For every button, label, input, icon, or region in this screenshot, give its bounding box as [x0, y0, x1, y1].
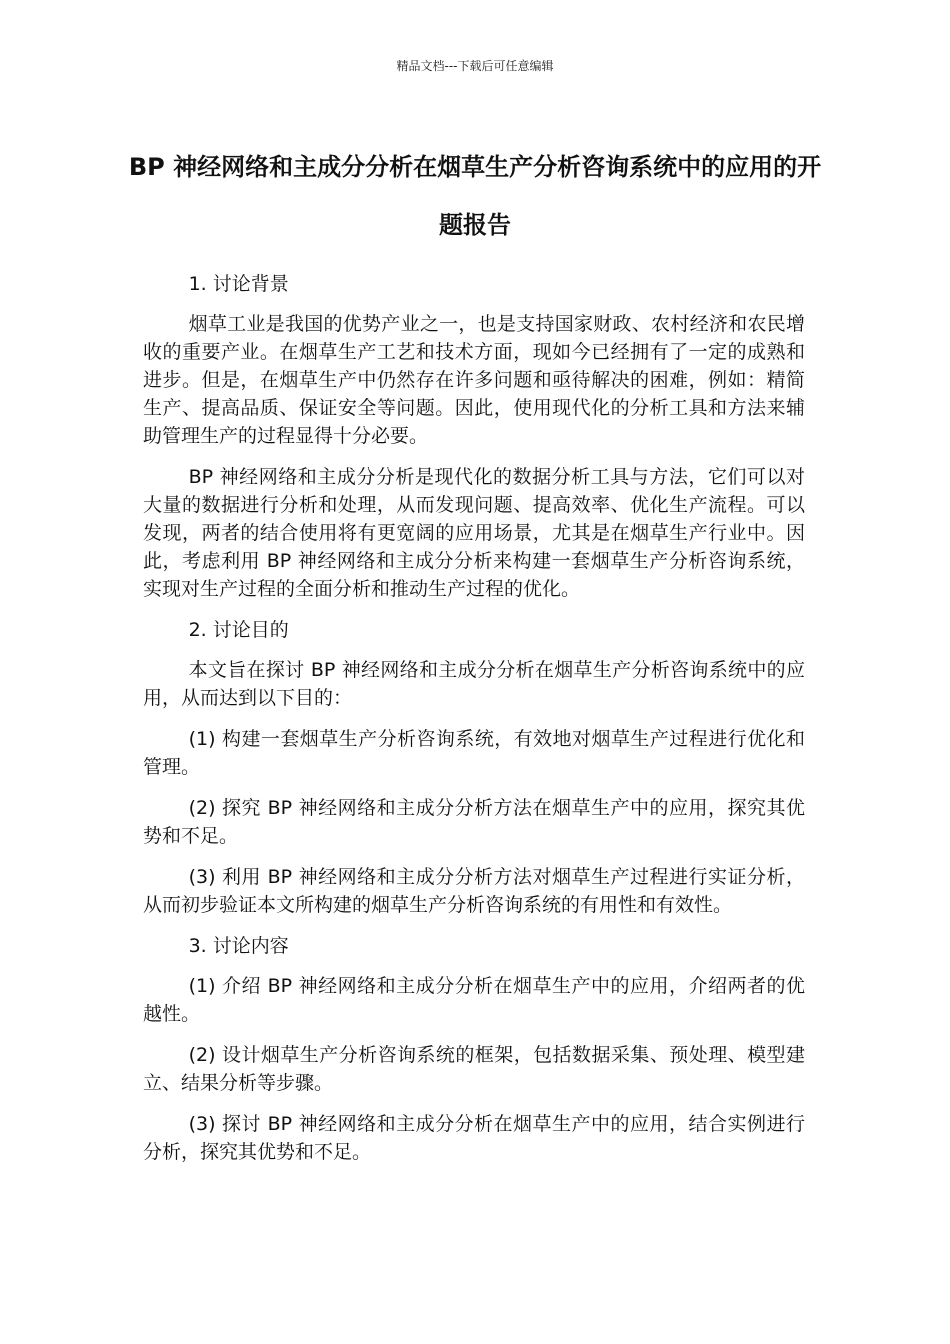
list-item: (1) 构建一套烟草生产分析咨询系统，有效地对烟草生产过程进行优化和管理。	[143, 728, 805, 778]
list-item: (2) 设计烟草生产分析咨询系统的框架，包括数据采集、预处理、模型建立、结果分析等步骤。	[143, 1044, 805, 1094]
paragraph: 本文旨在探讨 BP 神经网络和主成分分析在烟草生产分析咨询系统中的应用，从而达到以下目的：	[143, 659, 805, 709]
section-heading-purpose: 2. 讨论目的	[188, 619, 289, 641]
paragraph: 烟草工业是我国的优势产业之一，也是支持国家财政、农村经济和农民增收的重要产业。在烟草生产工艺和技术方面，现如今已经拥有了一定的成熟和进步。但是，在烟草生产中仍然存在许多问题和亟待解决的困难，例如：精简生产、提高品质、保证安全等问题。因此，使用现代化的分析工具和方法来辅助管理生产的过程显得十分必要。	[143, 313, 805, 447]
paragraph: BP 神经网络和主成分分析是现代化的数据分析工具与方法，它们可以对大量的数据进行分析和处理，从而发现问题、提高效率、优化生产流程。可以发现，两者的结合使用将有更宽阔的应用场景，尤其是在烟草生产行业中。因此，考虑利用 BP 神经网络和主成分分析来构建一套烟草生产分析咨询系统，实现对生产过程的全面分析和推动生产过程的优化。	[143, 466, 805, 600]
header-note: 精品文档---下载后可任意编辑	[396, 59, 554, 73]
section-heading-background: 1. 讨论背景	[188, 273, 289, 295]
list-item: (3) 利用 BP 神经网络和主成分分析方法对烟草生产过程进行实证分析，从而初步验证本文所构建的烟草生产分析咨询系统的有用性和有效性。	[143, 866, 805, 916]
document-body	[143, 270, 805, 1179]
section-heading-content: 3. 讨论内容	[188, 935, 289, 957]
list-item: (1) 介绍 BP 神经网络和主成分分析在烟草生产中的应用，介绍两者的优越性。	[143, 975, 805, 1025]
document-title: BP 神经网络和主成分分析在烟草生产分析咨询系统中的应用的开题报告	[128, 153, 822, 239]
list-item: (2) 探究 BP 神经网络和主成分分析方法在烟草生产中的应用，探究其优势和不足。	[143, 797, 805, 847]
list-item: (3) 探讨 BP 神经网络和主成分分析在烟草生产中的应用，结合实例进行分析，探究其优势和不足。	[143, 1113, 805, 1163]
